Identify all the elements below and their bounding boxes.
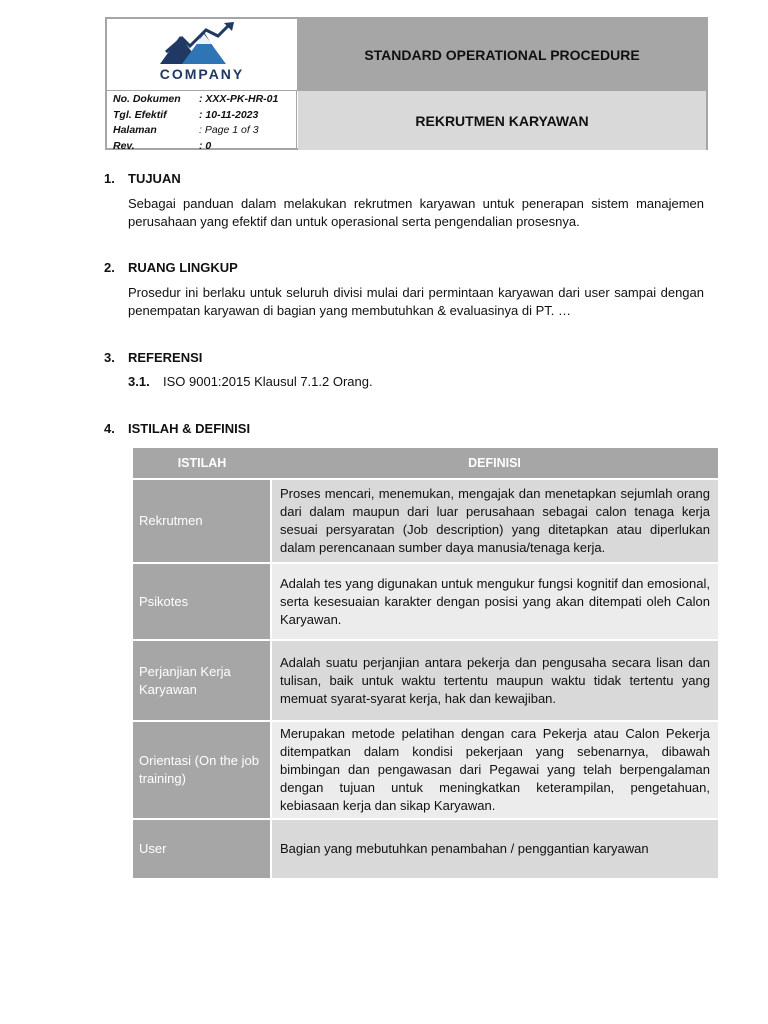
meta-value: : XXX-PK-HR-01: [199, 93, 279, 105]
definition-cell: Merupakan metode pelatihan dengan cara Pekerja atau Calon Pekerja ditempatkan dalam kondisi pekerjaan yang sebenarnya, dibawah bimbingan dan pengawasan dari Pegawai yang telah berpengalaman dengan tujuan untuk meningkatkan keterampilan, pengetahuan, kebiasaan kerja dan sikap Karyawan.: [271, 721, 718, 819]
meta-row: [113, 92, 296, 108]
table-row: [133, 479, 718, 563]
definitions-table: [133, 448, 718, 880]
column-header-istilah: ISTILAH: [133, 448, 271, 479]
section-title: REFERENSI: [128, 350, 203, 365]
section-number: 1.: [104, 171, 115, 186]
meta-label: Rev.: [113, 139, 135, 152]
logo-text: COMPANY: [159, 66, 245, 82]
section-number: 3.: [104, 350, 115, 365]
section-title: ISTILAH & DEFINISI: [128, 421, 251, 436]
table-row: [133, 721, 718, 819]
section-heading: [104, 171, 704, 186]
term-cell: Psikotes: [133, 563, 271, 640]
definition-cell: Adalah tes yang digunakan untuk mengukur fungsi kognitif dan emosional, serta kesesuaian karakter dengan posisi yang akan ditempati oleh Calon Karyawan.: [271, 563, 718, 640]
meta-label: Tgl. Efektif: [113, 108, 167, 121]
section-heading: [104, 350, 704, 365]
definition-cell: Bagian yang mebutuhkan penambahan / penggantian karyawan: [271, 819, 718, 879]
section-title: RUANG LINGKUP: [128, 260, 238, 275]
meta-value: : Page 1 of 3: [199, 124, 259, 136]
table-row: [133, 640, 718, 721]
document-header: [105, 17, 708, 150]
section-number: 4.: [104, 421, 115, 436]
section-referensi: [104, 350, 704, 389]
section-title: TUJUAN: [128, 171, 181, 186]
company-logo-icon: [160, 22, 244, 66]
section-istilah: [104, 421, 704, 436]
meta-value: : 0: [199, 139, 212, 152]
section-ruang-lingkup: [104, 260, 704, 320]
column-header-definisi: DEFINISI: [271, 448, 718, 479]
section-heading: [104, 260, 704, 275]
logo-cell: [107, 19, 298, 91]
table-header-row: [133, 448, 718, 479]
table-row: [133, 563, 718, 640]
section-body: Sebagai panduan dalam melakukan rekrutmen karyawan untuk penerapan sistem manajemen perusahaan yang efektif dan untuk operasional serta pengendalian prosesnya.: [128, 196, 704, 229]
meta-row: [113, 139, 296, 155]
term-cell: Perjanjian Kerja Karyawan: [133, 640, 271, 721]
section-heading: [104, 421, 704, 436]
section-tujuan: [104, 171, 704, 231]
meta-row: [113, 123, 296, 139]
meta-value: : 10-11-2023: [199, 108, 259, 121]
doc-title: STANDARD OPERATIONAL PROCEDURE: [298, 19, 706, 91]
reference-number: 3.1.: [128, 374, 150, 389]
term-cell: Rekrutmen: [133, 479, 271, 563]
reference-text: ISO 9001:2015 Klausul 7.1.2 Orang.: [163, 374, 373, 389]
definition-cell: Adalah suatu perjanjian antara pekerja dan pengusaha secara lisan dan tulisan, baik untuk waktu tertentu maupun waktu tidak tertentu yang memuat syarat-syarat kerja, hak dan kewajiban.: [271, 640, 718, 721]
table-row: [133, 819, 718, 879]
section-number: 2.: [104, 260, 115, 275]
term-cell: User: [133, 819, 271, 879]
doc-meta: [107, 91, 297, 150]
term-cell: Orientasi (On the job training): [133, 721, 271, 819]
reference-item: [128, 374, 704, 389]
meta-label: No. Dokumen: [113, 93, 181, 105]
meta-label: Halaman: [113, 124, 157, 136]
doc-subtitle: REKRUTMEN KARYAWAN: [298, 91, 706, 150]
meta-row: [113, 108, 296, 124]
definition-cell: Proses mencari, menemukan, mengajak dan menetapkan sejumlah orang dari dalam maupun dari luar perusahaan sebagai calon tenaga kerja sesuai persyaratan (Job description) yang ditetapkan atau diperlukan dalam perencanaan sumber daya manusia/tenaga kerja.: [271, 479, 718, 563]
section-body: Prosedur ini berlaku untuk seluruh divisi mulai dari permintaan karyawan dari user sampai dengan penempatan karyawan di bagian yang membutuhkan & evaluasinya di PT. …: [128, 285, 704, 318]
